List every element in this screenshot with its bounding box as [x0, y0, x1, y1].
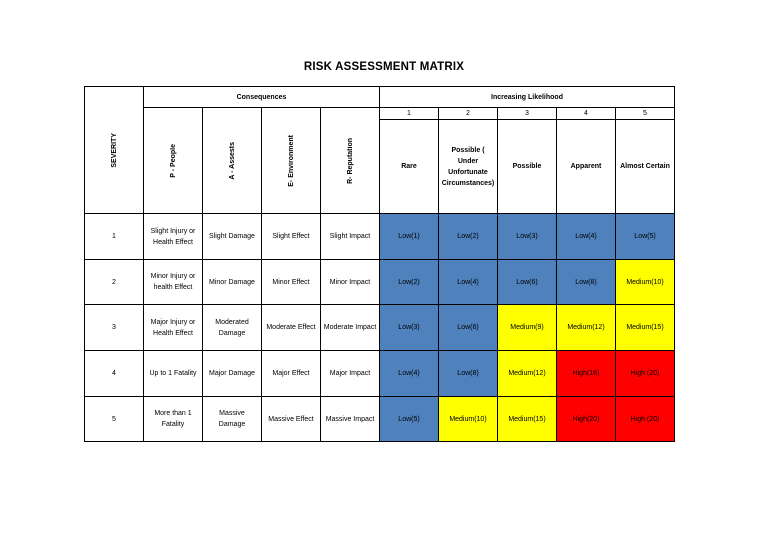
likelihood-number: 1	[380, 108, 439, 120]
consequence-col-environment	[262, 108, 321, 214]
risk-cell-low: Low(4)	[380, 351, 439, 397]
risk-cell-high: High (20)	[616, 351, 675, 397]
likelihood-label: Almost Certain	[616, 120, 675, 214]
likelihood-number: 5	[616, 108, 675, 120]
severity-header-cell	[85, 87, 144, 214]
risk-cell-high: High(16)	[557, 351, 616, 397]
people-consequence: More than 1 Fatality	[144, 397, 203, 442]
risk-cell-low: Low(2)	[380, 260, 439, 305]
risk-cell-high: High (20)	[616, 397, 675, 442]
risk-cell-low: Low(1)	[380, 214, 439, 260]
consequence-label: E- Environment	[287, 134, 295, 187]
reputation-consequence: Massive Impact	[321, 397, 380, 442]
table-row	[85, 214, 675, 260]
risk-cell-low: Low(2)	[439, 214, 498, 260]
page-title: RISK ASSESSMENT MATRIX	[303, 61, 465, 73]
reputation-consequence: Minor Impact	[321, 260, 380, 305]
severity-value: 3	[85, 305, 144, 351]
risk-cell-low: Low(6)	[439, 305, 498, 351]
consequence-col-reputation	[321, 108, 380, 214]
reputation-consequence: Moderate Impact	[321, 305, 380, 351]
consequence-col-people	[144, 108, 203, 214]
people-consequence: Major Injury or Health Effect	[144, 305, 203, 351]
consequence-col-assets	[203, 108, 262, 214]
reputation-consequence: Major Impact	[321, 351, 380, 397]
table-row	[85, 260, 675, 305]
likelihood-label: Possible ( Under Unfortunate Circumstances)	[439, 120, 498, 214]
environment-consequence: Major Effect	[262, 351, 321, 397]
likelihood-label: Possible	[498, 120, 557, 214]
likelihood-number: 2	[439, 108, 498, 120]
environment-consequence: Moderate Effect	[262, 305, 321, 351]
assets-consequence: Minor Damage	[203, 260, 262, 305]
environment-consequence: Minor Effect	[262, 260, 321, 305]
consequence-label: A - Assests	[228, 141, 236, 180]
risk-cell-low: Low(5)	[380, 397, 439, 442]
consequence-label: P - People	[169, 143, 177, 178]
assets-consequence: Slight Damage	[203, 214, 262, 260]
risk-cell-low: Low(5)	[616, 214, 675, 260]
likelihood-label: Apparent	[557, 120, 616, 214]
risk-cell-medium: Medium(12)	[557, 305, 616, 351]
risk-cell-high: High(20)	[557, 397, 616, 442]
header-row-top	[85, 87, 675, 108]
table-row	[85, 305, 675, 351]
risk-cell-medium: Medium(12)	[498, 351, 557, 397]
likelihood-label: Rare	[380, 120, 439, 214]
risk-cell-low: Low(3)	[498, 214, 557, 260]
table-row	[85, 397, 675, 442]
risk-cell-low: Low(4)	[439, 260, 498, 305]
severity-value: 5	[85, 397, 144, 442]
severity-value: 4	[85, 351, 144, 397]
risk-cell-medium: Medium(15)	[616, 305, 675, 351]
risk-cell-low: Low(3)	[380, 305, 439, 351]
severity-value: 1	[85, 214, 144, 260]
likelihood-number: 4	[557, 108, 616, 120]
likelihood-number: 3	[498, 108, 557, 120]
risk-cell-low: Low(4)	[557, 214, 616, 260]
assets-consequence: Major Damage	[203, 351, 262, 397]
risk-cell-medium: Medium(15)	[498, 397, 557, 442]
people-consequence: Up to 1 Fatality	[144, 351, 203, 397]
consequence-label: R- Reputation	[346, 137, 354, 184]
people-consequence: Minor Injury or health Effect	[144, 260, 203, 305]
likelihood-header: Increasing Likelihood	[380, 87, 675, 108]
severity-header: SEVERITY	[110, 132, 118, 168]
risk-cell-low: Low(8)	[439, 351, 498, 397]
table-row	[85, 351, 675, 397]
risk-cell-medium: Medium(9)	[498, 305, 557, 351]
risk-cell-medium: Medium(10)	[439, 397, 498, 442]
reputation-consequence: Slight Impact	[321, 214, 380, 260]
risk-matrix-table	[84, 86, 675, 442]
assets-consequence: Moderated Damage	[203, 305, 262, 351]
risk-cell-low: Low(6)	[498, 260, 557, 305]
consequences-header: Consequences	[144, 87, 380, 108]
likelihood-number-row	[85, 108, 675, 120]
severity-value: 2	[85, 260, 144, 305]
environment-consequence: Slight Effect	[262, 214, 321, 260]
people-consequence: Slight Injury or Health Effect	[144, 214, 203, 260]
risk-cell-medium: Medium(10)	[616, 260, 675, 305]
risk-cell-low: Low(8)	[557, 260, 616, 305]
environment-consequence: Massive Effect	[262, 397, 321, 442]
assets-consequence: Massive Damage	[203, 397, 262, 442]
